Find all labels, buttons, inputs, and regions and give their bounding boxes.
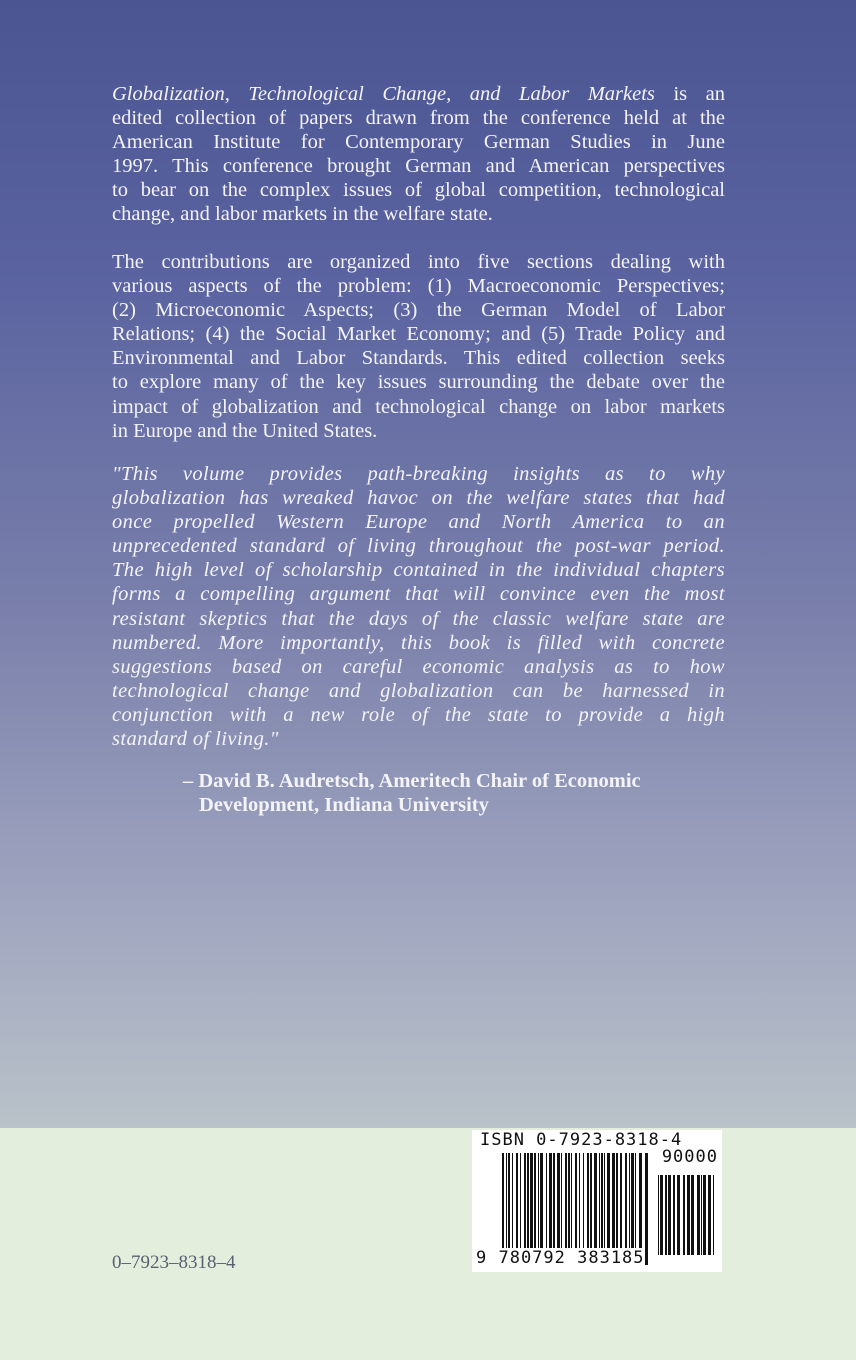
text-line: standard of living."	[112, 728, 279, 751]
text-line: (2) Microeconomic Aspects; (3) the German Model of Labor	[112, 299, 725, 322]
bottom-band	[0, 1128, 856, 1360]
barcode-bar	[677, 1175, 680, 1255]
barcode-addon-bars	[658, 1175, 718, 1255]
text-line: Environmental and Labor Standards. This edited collection seeks	[112, 347, 725, 370]
barcode-bar	[691, 1175, 694, 1255]
attribution-line: – David B. Audretsch, Ameritech Chair of Economic	[183, 770, 641, 792]
barcode-bar	[665, 1175, 667, 1255]
text-line: "This volume provides path-breaking insights as to why	[112, 463, 725, 485]
barcode-bar	[645, 1153, 648, 1265]
text-line: 1997. This conference brought German and American perspectives	[112, 155, 725, 178]
attribution-line: Development, Indiana University	[199, 794, 489, 816]
text-line: to bear on the complex issues of global competition, technological	[112, 179, 725, 202]
barcode-bar	[701, 1175, 702, 1255]
text-line: Globalization, Technological Change, and Labor Markets is an	[112, 83, 725, 105]
description-paragraph-1	[112, 82, 725, 227]
text-line: Relations; (4) the Social Market Economy; and (5) Trade Policy and	[112, 323, 725, 346]
barcode-addon-label: 90000	[661, 1147, 718, 1167]
barcode-bar	[697, 1175, 700, 1255]
text-line: impact of globalization and technological change on labor markets	[112, 395, 725, 418]
text-line: technological change and globalization can be harnessed in	[112, 679, 725, 702]
text-line: American Institute for Contemporary German Studies in June	[112, 131, 725, 154]
text-line: The contributions are organized into five sections dealing with	[112, 251, 725, 273]
book-title: Globalization, Technological Change, and Labor Markets	[112, 83, 655, 105]
barcode-bar	[683, 1175, 685, 1255]
text-line: to explore many of the key issues surrounding the debate over the	[112, 371, 725, 394]
barcode-isbn-label: ISBN 0-7923-8318-4	[480, 1130, 683, 1150]
text-line: once propelled Western Europe and North America to an	[112, 511, 725, 534]
review-quote	[112, 462, 725, 751]
text-line: The high level of scholarship contained in the individual chapters	[112, 559, 725, 582]
barcode-bar	[673, 1175, 675, 1255]
text-line: various aspects of the problem: (1) Macroeconomic Perspectives;	[112, 275, 725, 298]
barcode-bar	[658, 1175, 659, 1255]
isbn-footer: 0–7923–8318–4	[112, 1252, 236, 1273]
text-line: conjunction with a new role of the state to provide a high	[112, 703, 725, 726]
barcode-bar	[687, 1175, 690, 1255]
barcode-bar	[660, 1175, 663, 1255]
text-line: forms a compelling argument that will convince even the most	[112, 583, 725, 606]
text-line: unprecedented standard of living throughout the post-war period.	[112, 535, 725, 558]
barcode-bar	[703, 1175, 706, 1255]
text-line: globalization has wreaked havoc on the welfare states that had	[112, 487, 725, 510]
text-line: in Europe and the United States.	[112, 419, 378, 442]
barcode	[472, 1130, 722, 1272]
text-line: resistant skeptics that the days of the classic welfare state are	[112, 607, 725, 630]
text-line: edited collection of papers drawn from the conference held at the	[112, 107, 725, 130]
barcode-bar	[708, 1175, 711, 1255]
quote-attribution	[183, 769, 641, 817]
description-paragraph-2	[112, 250, 725, 443]
barcode-ean-number: 9 780792 383185	[476, 1248, 645, 1268]
text-line: suggestions based on careful economic analysis as to how	[112, 655, 725, 678]
text-line: change, and labor markets in the welfare state.	[112, 203, 493, 226]
barcode-bar	[668, 1175, 671, 1255]
text-line: numbered. More importantly, this book is filled with concrete	[112, 631, 725, 654]
barcode-bar	[713, 1175, 714, 1255]
